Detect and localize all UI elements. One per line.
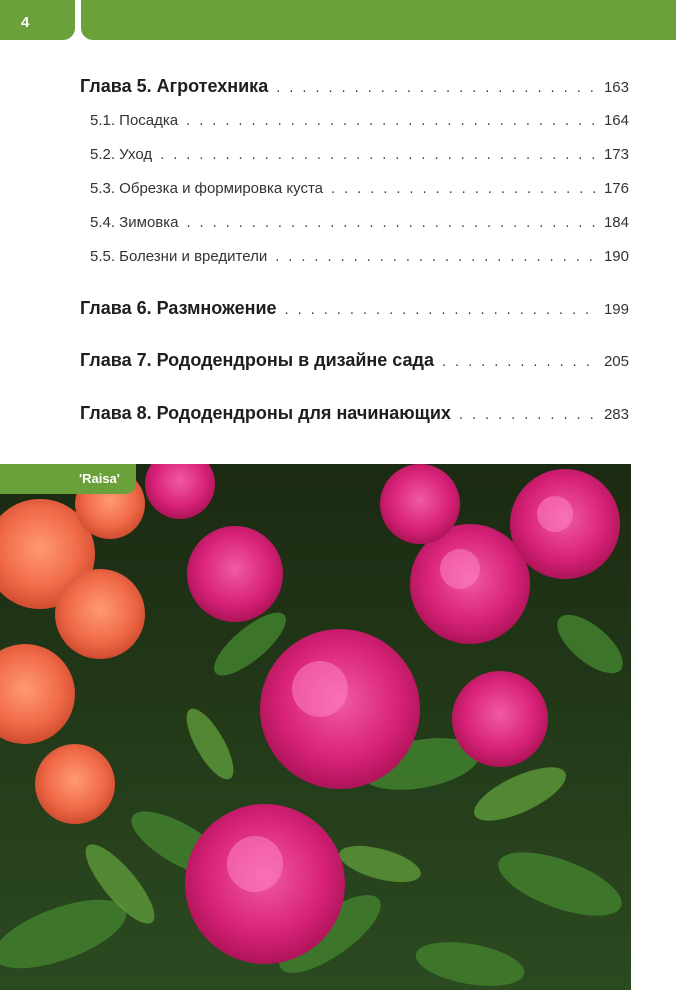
toc-page-number: 283 xyxy=(603,406,629,423)
dot-leader xyxy=(160,148,596,163)
toc-section-label: 5.2. Уход xyxy=(90,146,153,163)
toc-section-label: 5.3. Обрезка и формировка куста xyxy=(90,180,324,197)
toc-chapter-5[interactable] xyxy=(80,76,629,97)
dot-leader xyxy=(186,114,596,129)
toc-section-5-3[interactable] xyxy=(90,180,629,197)
dot-leader xyxy=(442,355,596,370)
toc-chapter-label: Глава 5. Агротехника xyxy=(80,76,269,96)
dot-leader xyxy=(331,182,596,197)
toc-chapter-7[interactable] xyxy=(80,350,629,371)
toc-page-number: 163 xyxy=(603,79,629,96)
photo-caption-badge xyxy=(0,464,136,494)
toc-page-number: 184 xyxy=(603,214,629,231)
toc-section-label: 5.1. Посадка xyxy=(90,112,179,129)
toc-page-number: 199 xyxy=(603,301,629,318)
dot-leader xyxy=(459,408,596,423)
page-number-tab xyxy=(0,0,75,40)
page-number: 4 xyxy=(21,14,30,31)
photo-caption: 'Raisa' xyxy=(79,471,120,486)
header-bar xyxy=(81,0,676,40)
toc-chapter-6[interactable] xyxy=(80,298,629,319)
dot-leader xyxy=(285,303,596,318)
dot-leader xyxy=(275,250,596,265)
toc-section-5-5[interactable] xyxy=(90,248,629,265)
toc-section-label: 5.5. Болезни и вредители xyxy=(90,248,268,265)
toc-page-number: 205 xyxy=(603,353,629,370)
dot-leader xyxy=(186,216,595,231)
toc-page-number: 164 xyxy=(603,112,629,129)
toc-page-number: 173 xyxy=(603,146,629,163)
toc-chapter-8[interactable] xyxy=(80,403,629,424)
rhododendron-photo xyxy=(0,464,631,990)
toc-chapter-label: Глава 6. Размножение xyxy=(80,298,277,318)
toc-page-number: 176 xyxy=(603,180,629,197)
toc-page-number: 190 xyxy=(603,248,629,265)
toc-chapter-label: Глава 8. Рододендроны для начинающих xyxy=(80,403,451,423)
toc-section-5-2[interactable] xyxy=(90,146,629,163)
toc-chapter-label: Глава 7. Рододендроны в дизайне сада xyxy=(80,350,434,370)
toc-section-label: 5.4. Зимовка xyxy=(90,214,179,231)
toc-section-5-4[interactable] xyxy=(90,214,629,231)
toc-section-5-1[interactable] xyxy=(90,112,629,129)
dot-leader xyxy=(276,81,596,96)
